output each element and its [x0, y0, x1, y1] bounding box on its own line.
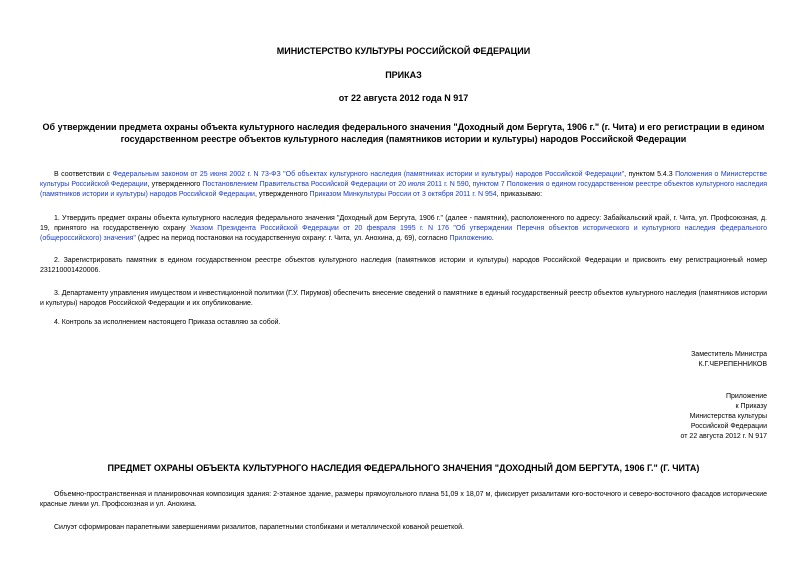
preamble-text: , приказываю: [496, 191, 543, 198]
ministry-order-link[interactable]: Приказом Минкультуры России от 3 октября 2011 г. N 954 [309, 191, 497, 198]
item-1-text: 1. Утвердить предмет охраны объекта культурного наследия федерального значения "Доходный дом Бергута, 1906 г." (далее - памятник), расположенного по адресу: Забайкальский край, г. Чита, ул. Профсоюзная, д. 19, принятого на государственную охрану [40, 215, 767, 232]
item-3-paragraph: 3. Департаменту управления имуществом и инвестиционной политики (Г.У. Пирумов) обеспечить внесение сведений о памятнике в единый государственный реестр объектов культурного наследия (памятников истории и культуры) народов Российской Федерации и их опубликование. [40, 290, 767, 307]
preamble-text: , пунктом 5.4.3 [624, 171, 676, 178]
preamble-paragraph [40, 170, 767, 200]
item-1-text: (адрес на период постановки на государственную охрану: г. Чита, ул. Анохина, д. 69), согласно [135, 235, 450, 242]
ministry-heading: МИНИСТЕРСТВО КУЛЬТУРЫ РОССИЙСКОЙ ФЕДЕРАЦИИ [276, 46, 531, 56]
appendix-line: Приложение [725, 393, 767, 400]
registry-regulation-link[interactable]: пунктом 7 Положения о едином государственном реестре объектов культурного наследия (памятников истории и культуры) народов Российской Федерации [40, 181, 768, 198]
item-1-text: . [491, 235, 494, 242]
appendix-line: Российской Федерации [690, 423, 767, 430]
signature-block [691, 350, 767, 370]
appendix-line: Министерства культуры [689, 413, 767, 420]
appendix-line: к Приказу [735, 403, 767, 410]
preamble-text: , [468, 181, 473, 188]
appendix-line: от 22 августа 2012 г. N 917 [680, 433, 767, 440]
body-paragraph: Силуэт сформирован парапетными завершениями ризалитов, парапетными столбиками и металлической кованой решеткой. [54, 524, 464, 531]
preamble-text: , утвержденного [254, 191, 310, 198]
signature-position: Заместитель Министра [691, 351, 767, 358]
preamble-text: , утвержденного [147, 181, 203, 188]
document-type: ПРИКАЗ [385, 70, 422, 80]
item-4-paragraph: 4. Контроль за исполнением настоящего Приказа оставляю за собой. [54, 319, 281, 326]
body-paragraph: Объемно-пространственная и планировочная композиция здания: 2-этажное здание, размеры прямоугольного плана 51,09 х 18,07 м, фиксирует ризалитами юго-восточного и северо-восточного фасадов исторические красные линии ул. Профсоюзная и ул. Анохина. [40, 491, 767, 508]
federal-law-link[interactable]: Федеральным законом от 25 июня 2002 г. N 73-ФЗ "Об объектах культурного наследия (памятниках истории и культуры) народов Российской Федерации" [112, 171, 625, 178]
preamble-text: В соответствии с [54, 171, 113, 178]
appendix-block [681, 392, 767, 442]
signature-name: К.Г.ЧЕРЕПЕННИКОВ [698, 361, 767, 368]
document-date-number: от 22 августа 2012 года N 917 [338, 93, 469, 103]
document-title: Об утверждении предмета охраны объекта культурного наследия федерального значения "Доходный дом Бергута, 1906 г." (г. Чита) и его регистрации в едином государственном реестре объектов культурного наследия (памятников истории и культуры) народов Российской Федерации [42, 122, 765, 144]
ministry-regulation-link[interactable]: Положения о Министерстве культуры Российской Федерации [40, 171, 767, 188]
presidential-decree-link[interactable]: Указом Президента Российской Федерации от 20 февраля 1995 г. N 176 "Об утверждении Перечня объектов исторического и культурного наследия федерального (общероссийского) значения" [40, 225, 767, 242]
appendix-link[interactable]: Приложению [449, 235, 492, 242]
section-title: ПРЕДМЕТ ОХРАНЫ ОБЪЕКТА КУЛЬТУРНОГО НАСЛЕДИЯ ФЕДЕРАЛЬНОГО ЗНАЧЕНИЯ "ДОХОДНЫЙ ДОМ БЕРГУТА, 1906 Г." (Г. ЧИТА) [107, 463, 700, 473]
item-1-paragraph [40, 214, 767, 244]
item-2-paragraph: 2. Зарегистрировать памятник в едином государственном реестре объектов культурного наследия (памятников истории и культуры) народов Российской Федерации и присвоить ему регистрационный номер 231210001420006. [40, 257, 767, 274]
government-decree-link[interactable]: Постановлением Правительства Российской Федерации от 20 июля 2011 г. N 590 [202, 181, 469, 188]
